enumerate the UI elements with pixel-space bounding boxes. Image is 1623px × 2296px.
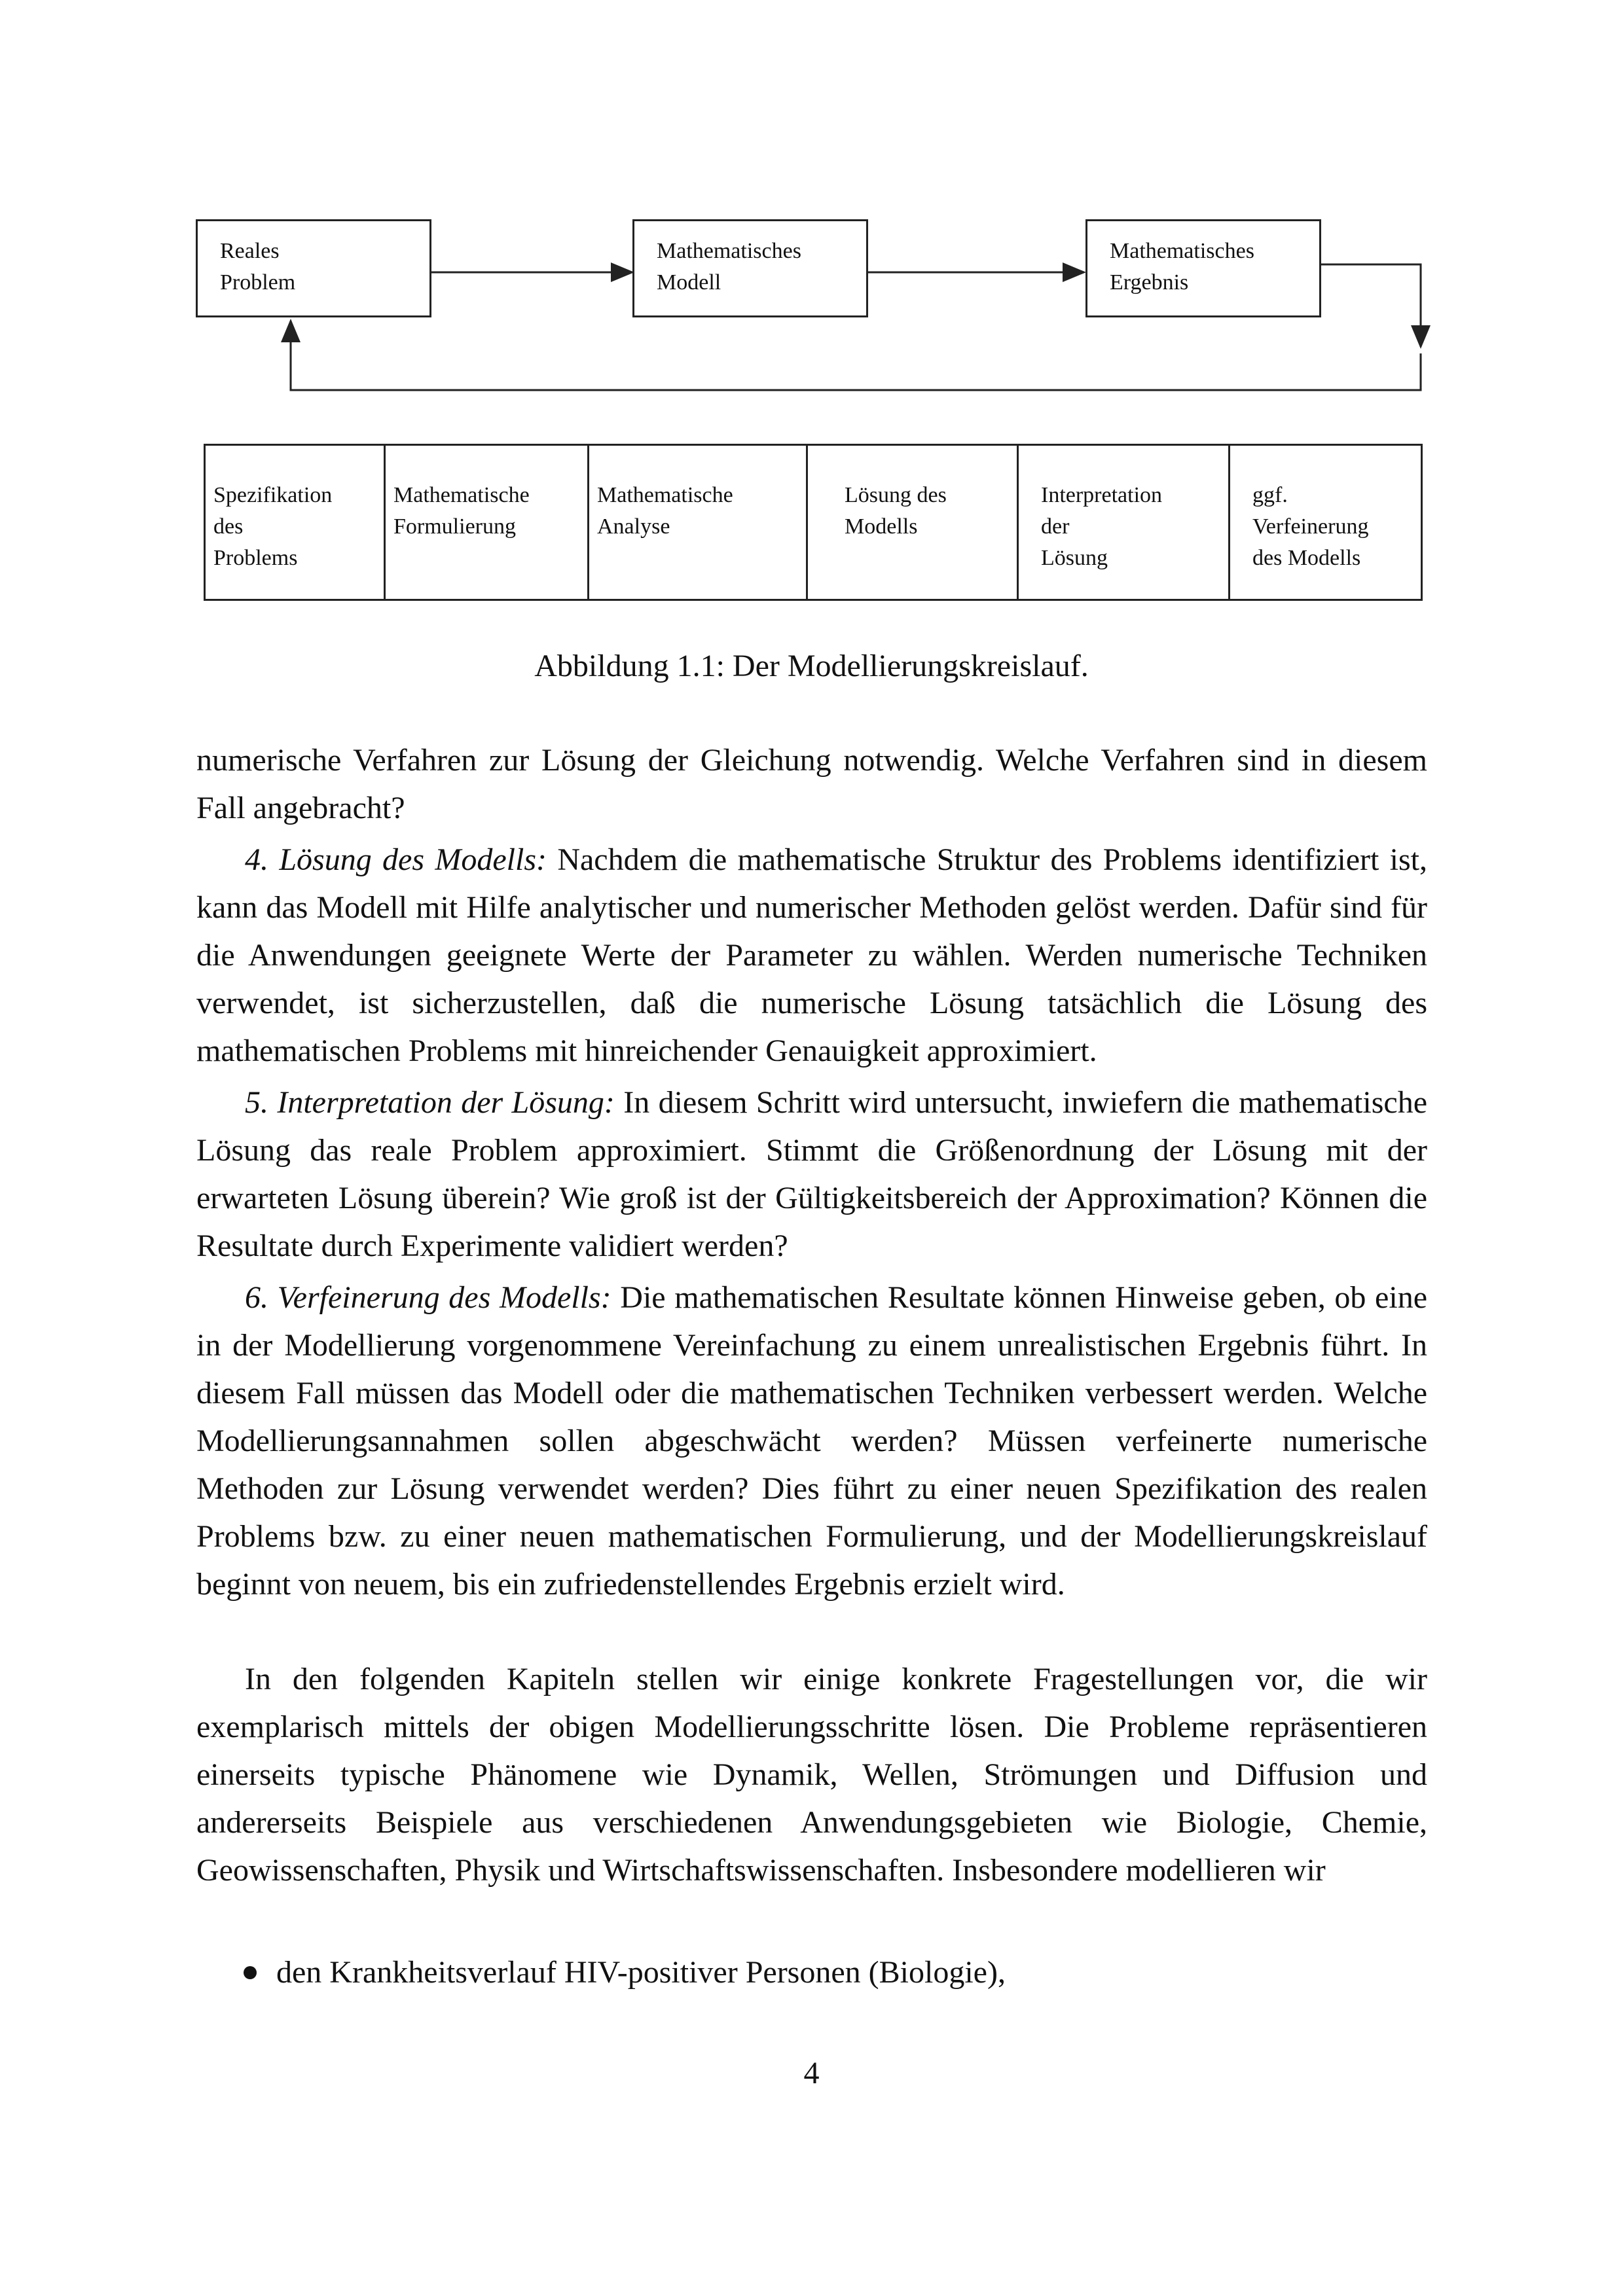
box-math-result <box>1085 219 1321 317</box>
figure-caption: Abbildung 1.1: Der Modellierungskreislauf. <box>534 649 1089 683</box>
step-label-line: Mathematische <box>597 483 733 507</box>
step-label-line: des Modells <box>1252 546 1361 570</box>
body-text <box>196 736 1427 1894</box>
box-label-line: Reales <box>220 239 280 263</box>
step-label-line: Analyse <box>597 514 670 539</box>
box-label-line: Ergebnis <box>1110 270 1189 295</box>
box-label-line: Mathematisches <box>1110 239 1254 263</box>
step-6-heading: 6. Verfeinerung des Modells: <box>245 1280 611 1315</box>
step-cell <box>1230 446 1421 599</box>
arrow-feedback-loop <box>291 321 1421 390</box>
paragraph-chapters-intro: In den folgenden Kapiteln stellen wir einige konkrete Fragestellungen vor, die wir exemplarisch mittels der obigen Modellierungsschritte lösen. Die Probleme repräsentieren einerseits typische Phänomene wie Dynamik, Wellen, Strömungen und Diffusion und andererseits Beispiele aus verschiedenen Anwendungsgebieten wie Biologie, Chemie, Geowissenschaften, Physik und Wirtschaftswissenschaften. Insbesondere modellieren wir <box>196 1662 1427 1888</box>
paragraph-step-4 <box>196 836 1427 1075</box>
step-cell <box>206 446 386 599</box>
paragraph-step-5 <box>196 1079 1427 1270</box>
step-4-text: Nachdem die mathematische Struktur des Problems identifiziert ist, kann das Modell mit Hilfe analytischer und numerischer Methoden gelöst werden. Dafür sind für die Anwendungen geeignete Werte der Parameter zu wählen. Werden numerische Techniken verwendet, ist sicherzustellen, daß die numerische Lösung tatsächlich die Lösung des mathematischen Problems mit hinreichender Genauigkeit approximiert. <box>196 842 1428 1068</box>
step-label-line: Mathematische <box>393 483 530 507</box>
step-cell <box>1019 446 1230 599</box>
step-5-text: In diesem Schritt wird untersucht, inwiefern die mathematische Lösung das reale Problem approximiert. Stimmt die Größenordnung der Lösung mit der erwarteten Lösung überein? Wie groß ist der Gültigkeitsbereich der Approximation? Können die Resultate durch Experimente validiert werden? <box>196 1085 1427 1263</box>
list-item <box>244 1948 1006 1996</box>
paragraph-step-6 <box>196 1274 1427 1608</box>
list-item-text: den Krankheitsverlauf HIV-positiver Personen (Biologie), <box>276 1955 1006 1990</box>
step-label-line: des <box>213 514 244 539</box>
step-label-line: Lösung des <box>845 483 947 507</box>
step-label-line: Modells <box>845 514 918 539</box>
box-math-model <box>632 219 868 317</box>
step-cell <box>589 446 808 599</box>
step-label-line: Spezifikation <box>213 483 333 507</box>
step-cell <box>808 446 1019 599</box>
step-4-heading: 4. Lösung des Modells: <box>245 842 547 877</box>
step-cell <box>386 446 589 599</box>
box-label-line: Mathematisches <box>657 239 801 263</box>
step-5-heading: 5. Interpretation der Lösung: <box>245 1085 615 1120</box>
step-label-line: Formulierung <box>393 514 516 539</box>
step-6-text: Die mathematischen Resultate können Hinweise geben, ob eine in der Modellierung vorgenommene Vereinfachung zu einem unrealistischen Ergebnis führt. In diesem Fall müssen das Modell oder die mathematischen Techniken verbessert werden. Welche Modellierungsannahmen sollen abgeschwächt werden? Müssen verfeinerte numerische Methoden zur Lösung verwendet werden? Dies führt zu einer neuen Spezifikation des realen Problems bzw. zu einer neuen mathematischen Formulierung, und der Modellierungskreislauf beginnt von neuem, bis ein zufriedenstellendes Ergebnis erzielt wird. <box>196 1280 1428 1602</box>
step-label-line: ggf. <box>1252 483 1288 507</box>
page-number: 4 <box>803 2056 820 2090</box>
bullet-icon <box>244 1966 257 1979</box>
arrow-result-down <box>1321 264 1421 347</box>
step-label-line: Verfeinerung <box>1252 514 1369 539</box>
box-label-line: Problem <box>220 270 296 295</box>
step-label-line: Problems <box>213 546 298 570</box>
step-label-line: Interpretation <box>1041 483 1163 507</box>
step-label-line: der <box>1041 514 1070 539</box>
step-label-line: Lösung <box>1041 546 1108 570</box>
paragraph-continued: numerische Verfahren zur Lösung der Gleichung notwendig. Welche Verfahren sind in diesem Fall angebracht? <box>196 743 1427 825</box>
modeling-steps-table <box>204 444 1423 601</box>
box-label-line: Modell <box>657 270 721 295</box>
modeling-cycle-figure <box>0 0 1623 628</box>
box-real-problem <box>196 219 431 317</box>
